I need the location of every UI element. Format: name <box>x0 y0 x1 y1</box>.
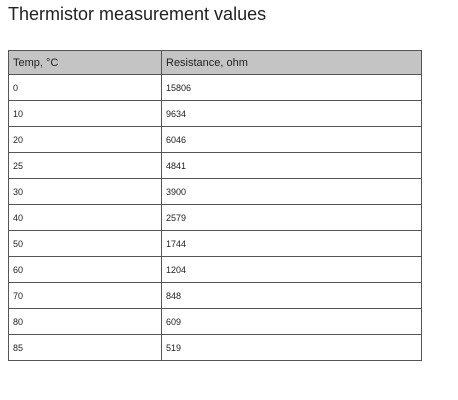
temp-cell: 10 <box>9 101 162 127</box>
table-row <box>9 179 422 205</box>
table-row <box>9 309 422 335</box>
resistance-cell: 6046 <box>162 127 422 153</box>
table-row <box>9 335 422 361</box>
temp-cell: 70 <box>9 283 162 309</box>
resistance-cell: 15806 <box>162 75 422 101</box>
table-row <box>9 283 422 309</box>
temp-cell: 30 <box>9 179 162 205</box>
resistance-cell: 2579 <box>162 205 422 231</box>
page-title: Thermistor measurement values <box>8 4 267 24</box>
resistance-cell: 3900 <box>162 179 422 205</box>
temp-cell: 0 <box>9 75 162 101</box>
temp-cell: 40 <box>9 205 162 231</box>
resistance-cell: 1744 <box>162 231 422 257</box>
table-row <box>9 231 422 257</box>
temp-cell: 85 <box>9 335 162 361</box>
column-header-resistance: Resistance, ohm <box>162 51 422 75</box>
resistance-cell: 1204 <box>162 257 422 283</box>
resistance-cell: 609 <box>162 309 422 335</box>
temp-cell: 25 <box>9 153 162 179</box>
resistance-cell: 4841 <box>162 153 422 179</box>
table-row <box>9 153 422 179</box>
table-header-row <box>9 51 422 75</box>
resistance-cell: 848 <box>162 283 422 309</box>
table-row <box>9 257 422 283</box>
table-row <box>9 101 422 127</box>
temp-cell: 20 <box>9 127 162 153</box>
resistance-cell: 519 <box>162 335 422 361</box>
resistance-cell: 9634 <box>162 101 422 127</box>
temp-cell: 80 <box>9 309 162 335</box>
column-header-temp: Temp, °C <box>9 51 162 75</box>
table-row <box>9 75 422 101</box>
table-row <box>9 127 422 153</box>
table-row <box>9 205 422 231</box>
temp-cell: 60 <box>9 257 162 283</box>
temp-cell: 50 <box>9 231 162 257</box>
thermistor-table <box>8 50 422 361</box>
